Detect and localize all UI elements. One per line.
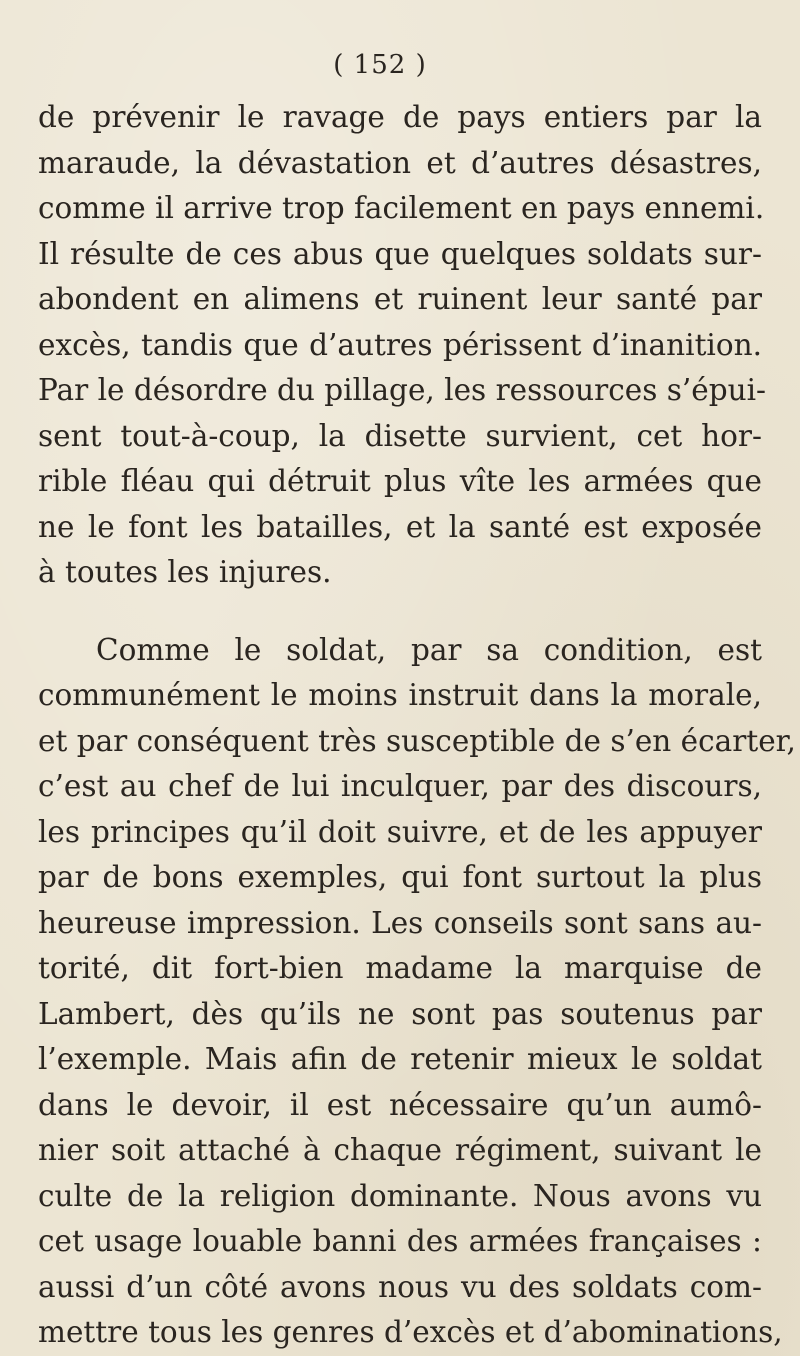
text-line: cet usage louable banni des armées françaises : (38, 1224, 762, 1258)
text-line: ne le font les batailles, et la santé est exposée (38, 509, 762, 544)
text-line: Par le désordre du pillage, les ressources s’épui- (38, 373, 767, 407)
text-line: aussi d’un côté avons nous vu des soldats com- (38, 1269, 762, 1304)
text-line: rible fléau qui détruit plus vîte les armées que (38, 464, 762, 498)
text-line: les principes qu’il doit suivre, et de les appuyer (38, 814, 762, 849)
paragraph-2 (38, 628, 796, 1356)
text-line: communément le moins instruit dans la morale, (38, 678, 762, 712)
text-line: abondent en alimens et ruinent leur santé par (38, 282, 762, 316)
text-line: à toutes les injures. (38, 555, 332, 589)
text-line: Lambert, dès qu’ils ne sont pas soutenus par (38, 996, 762, 1031)
text-line: sent tout-à-coup, la disette survient, cet hor- (38, 418, 762, 453)
body-text (38, 95, 796, 1356)
text-line: maraude, la dévastation et d’autres désastres, (38, 145, 762, 180)
text-line: nier soit attaché à chaque régiment, suivant le (38, 1133, 762, 1167)
text-line: mettre tous les genres d’excès et d’abominations, (38, 1315, 783, 1349)
text-line: excès, tandis que d’autres périssent d’inanition. (38, 327, 762, 362)
text-line: et par conséquent très susceptible de s’en écarter, (38, 723, 796, 758)
text-line: culte de la religion dominante. Nous avons vu (38, 1178, 762, 1213)
page-number: ( 152 ) (333, 50, 427, 80)
text-line: Il résulte de ces abus que quelques soldats sur- (38, 236, 762, 271)
text-line: par de bons exemples, qui font surtout la plus (38, 860, 762, 894)
text-line: Comme le soldat, par sa condition, est (96, 632, 762, 667)
text-line: l’exemple. Mais afin de retenir mieux le soldat (38, 1042, 762, 1076)
paragraph-spacer (38, 596, 762, 628)
paragraph-1 (38, 95, 767, 596)
text-line: comme il arrive trop facilement en pays ennemi. (38, 191, 765, 225)
text-line: torité, dit fort-bien madame la marquise de (38, 951, 762, 985)
text-line: c’est au chef de lui inculquer, par des discours, (38, 769, 762, 803)
text-line: dans le devoir, il est nécessaire qu’un aumô- (38, 1087, 762, 1122)
text-line: de prévenir le ravage de pays entiers par la (38, 100, 762, 134)
text-line: heureuse impression. Les conseils sont sans au- (38, 905, 762, 940)
